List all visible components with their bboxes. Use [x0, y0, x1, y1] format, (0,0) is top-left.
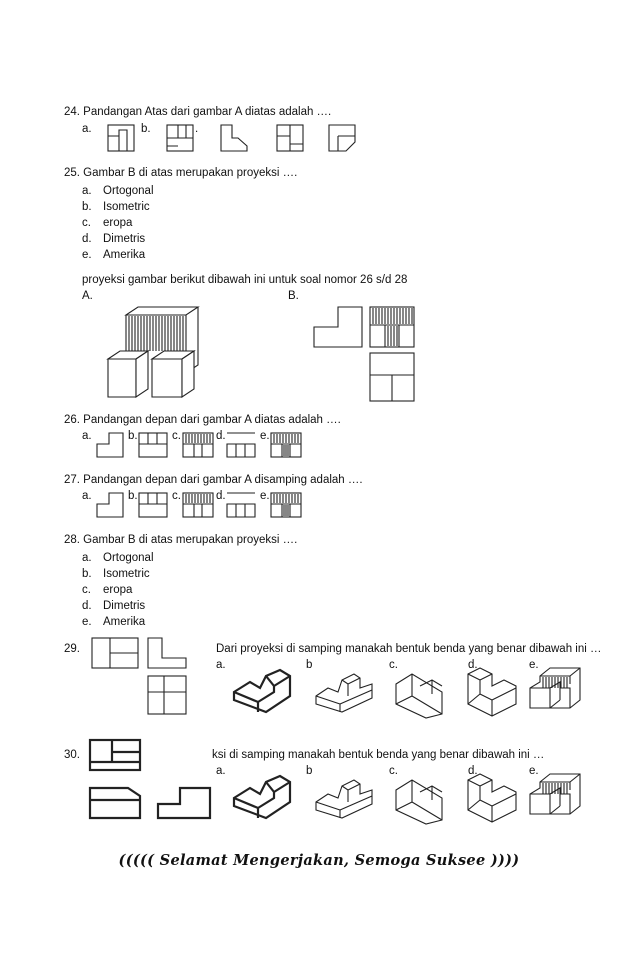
q29-figure-b[interactable] [312, 666, 376, 716]
q29-number: 29. [64, 643, 80, 655]
q30-number: 30. [64, 749, 80, 761]
q26-option-a-label: a. [82, 430, 92, 442]
q27-option-d-label: d. [216, 490, 226, 502]
q29-figure-c[interactable] [392, 664, 456, 720]
q30-figure-b[interactable] [312, 772, 376, 822]
q27-figure-e[interactable] [270, 492, 302, 518]
q27-option-e-label: e. [260, 490, 270, 502]
q29-figure-d[interactable] [464, 664, 520, 718]
q28-option-e[interactable]: e. Amerika [82, 616, 146, 628]
q27-figure-d[interactable] [226, 492, 256, 518]
q28-option-b[interactable]: b. Isometric [82, 568, 150, 580]
q29-option-d-label: d. [468, 659, 478, 671]
q30-option-c-label: c. [389, 765, 398, 777]
q27-figure-a[interactable] [96, 492, 124, 518]
q26-option-c-label: c. [172, 430, 181, 442]
label-figure-b: B. [288, 290, 299, 302]
question-28: 28. Gambar B di atas merupakan proyeksi …. [64, 534, 298, 546]
q28-option-a[interactable]: a. Ortogonal [82, 552, 154, 564]
q25-option-c[interactable]: c. eropa [82, 217, 133, 229]
q26-figure-d[interactable] [226, 432, 256, 458]
q26-option-e-label: e. [260, 430, 270, 442]
q24-figure-e[interactable] [328, 124, 356, 152]
q27-option-c-label: c. [172, 490, 181, 502]
q27-figure-c[interactable] [182, 492, 214, 518]
figure-b-orthographic [312, 305, 416, 405]
q30-figure-c[interactable] [392, 770, 456, 826]
q30-figure-e[interactable] [526, 770, 582, 824]
q26-option-b-label: b. [128, 430, 138, 442]
q26-figure-b[interactable] [138, 432, 168, 458]
q28-option-d[interactable]: d. Dimetris [82, 600, 146, 612]
question-25: 25. Gambar B di atas merupakan proyeksi …. [64, 167, 298, 179]
q30-option-a-label: a. [216, 765, 226, 777]
q24-option-a-label: a. [82, 123, 92, 135]
q27-figure-b[interactable] [138, 492, 168, 518]
q30-option-d-label: d. [468, 765, 478, 777]
q24-figure-c[interactable] [220, 124, 248, 152]
closing-message: ((((( Selamat Mengerjakan, Semoga Suksee )))) [118, 852, 520, 869]
q25-option-a[interactable]: a. Ortogonal [82, 185, 154, 197]
question-27: 27. Pandangan depan dari gambar A disamping adalah …. [64, 474, 363, 486]
q29-option-e-label: e. [529, 659, 539, 671]
q29-projection [90, 636, 190, 718]
q24-figure-d[interactable] [276, 124, 304, 152]
q29-figure-e[interactable] [526, 664, 582, 718]
q25-option-b[interactable]: b. Isometric [82, 201, 150, 213]
q25-option-e[interactable]: e. Amerika [82, 249, 146, 261]
q30-text: ksi di samping manakah bentuk benda yang benar dibawah ini … [212, 749, 545, 761]
q24-figure-a[interactable] [107, 124, 135, 152]
intro-text: proyeksi gambar berikut dibawah ini untuk soal nomor 26 s/d 28 [82, 274, 408, 286]
q26-figure-a[interactable] [96, 432, 124, 458]
q24-figure-b[interactable] [166, 124, 194, 152]
q26-figure-c[interactable] [182, 432, 214, 458]
q30-figure-a[interactable] [230, 772, 294, 822]
q29-text: Dari proyeksi di samping manakah bentuk benda yang benar dibawah ini … [216, 643, 602, 655]
q26-option-d-label: d. [216, 430, 226, 442]
q30-figure-d[interactable] [464, 770, 520, 824]
q30-option-b-label: b [306, 765, 313, 777]
q29-option-a-label: a. [216, 659, 226, 671]
q24-option-b-label: b. [141, 123, 151, 135]
q29-option-c-label: c. [389, 659, 398, 671]
q30-projection [88, 738, 214, 824]
q30-option-e-label: e. [529, 765, 539, 777]
q29-option-b-label: b [306, 659, 313, 671]
q28-option-c[interactable]: c. eropa [82, 584, 133, 596]
question-24: 24. Pandangan Atas dari gambar A diatas adalah …. [64, 106, 332, 118]
figure-a-isometric [104, 305, 216, 399]
q25-option-d[interactable]: d. Dimetris [82, 233, 146, 245]
q26-figure-e[interactable] [270, 432, 302, 458]
question-26: 26. Pandangan depan dari gambar A diatas adalah …. [64, 414, 341, 426]
q24-option-c-label: . [195, 123, 199, 135]
q27-option-b-label: b. [128, 490, 138, 502]
q27-option-a-label: a. [82, 490, 92, 502]
q29-figure-a[interactable] [230, 666, 294, 716]
q25-options [82, 183, 154, 263]
q28-options [82, 550, 154, 630]
label-figure-a: A. [82, 290, 93, 302]
